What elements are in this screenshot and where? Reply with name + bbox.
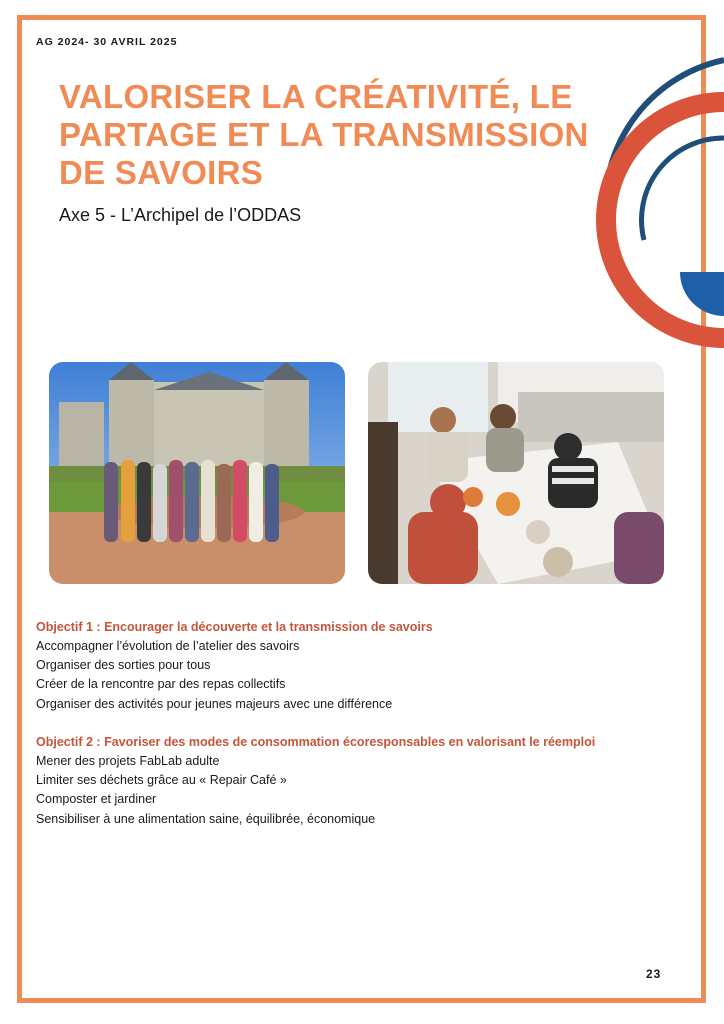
list-item: Composter et jardiner <box>36 792 157 807</box>
objective-1 <box>36 618 676 714</box>
list-item: Accompagner l’évolution de l’atelier des savoirs <box>36 639 300 653</box>
title-line: DE SAVOIRS <box>59 154 264 191</box>
blue-quarter <box>680 272 724 316</box>
photo-group-chateau <box>49 362 345 584</box>
navy-inner-arc <box>642 138 724 240</box>
page-number: 23 <box>646 967 662 981</box>
objective-2 <box>36 733 676 829</box>
list-item: Organiser des activités pour jeunes majeurs avec une différence <box>36 696 393 711</box>
list-item: Mener des projets FabLab adulte <box>36 754 220 768</box>
list-item: Limiter ses déchets grâce au « Repair Café » <box>36 773 287 788</box>
title-line: PARTAGE ET LA TRANSMISSION <box>59 116 589 153</box>
page-title <box>59 78 639 192</box>
objective-title: Objectif 1 : Encourager la découverte et la transmission de savoirs <box>36 620 433 634</box>
list-item: Organiser des sorties pour tous <box>36 658 211 673</box>
list-item: Sensibiliser à une alimentation saine, équilibrée, économique <box>36 811 376 826</box>
title-line: VALORISER LA CRÉATIVITÉ, LE <box>59 78 573 115</box>
objective-title: Objectif 2 : Favoriser des modes de consommation écoresponsables en valorisant le réemploi <box>36 735 596 749</box>
list-item: Créer de la rencontre par des repas collectifs <box>36 677 286 692</box>
page-subtitle: Axe 5 - L’Archipel de l’ODDAS <box>59 205 302 225</box>
header-tag: AG 2024- 30 AVRIL 2025 <box>36 36 178 48</box>
photo-cooking-workshop <box>368 362 664 584</box>
